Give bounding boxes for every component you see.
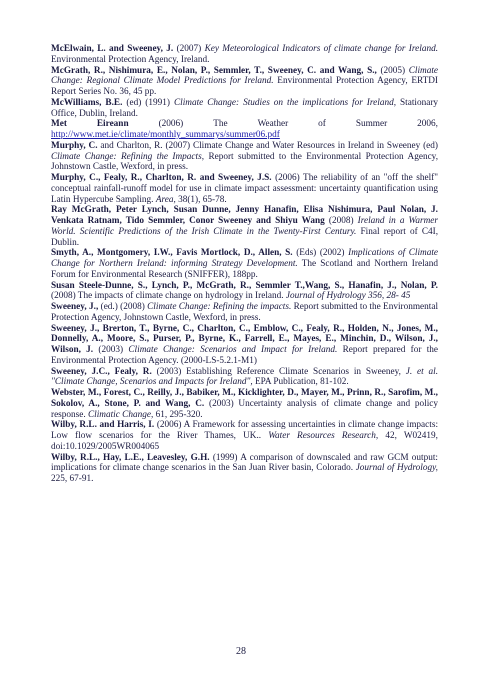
reference-authors: Webster, M., Forest, C., Reilly, J., Babiker, M., Kicklighter, D., Mayer, M., Prinn, R., Sarofim, M., Sokolov, A., Stone, P. and Wang, C. [51,388,438,409]
reference-authors: McElwain, L. and Sweeney, J. [51,44,174,54]
reference-year: (2008) The impacts of climate change on hydrology in Ireland. [51,291,284,302]
reference-year: (2007) [176,44,202,54]
page-number: 28 [236,646,246,657]
reference-header-line [51,119,438,130]
reference-authors: McWilliams, B.E. [51,97,123,108]
reference-link[interactable]: http://www.met.ie/climate/monthly_summarys/summer06.pdf [51,130,280,140]
reference-word: Met [51,119,67,130]
reference-title: Climate Change: Studies on the implications for Ireland, [173,97,397,108]
reference-item [51,453,438,485]
reference-item [51,281,438,303]
reference-year: (2005) [380,65,406,76]
reference-authors: Murphy, C. [51,140,98,151]
reference-authors: McGrath, R., Nishimura, E., Nolan, P., Semmler, T., Sweeney, C. and Wang, S., [51,65,377,76]
reference-title: Key Meteorological Indicators of climate change for Ireland. [204,44,439,54]
reference-details: Report prepared for the Environmental Protection Agency. (2000-LS-5.2.1-M1) [51,345,439,366]
reference-details: Report submitted to the Environmental Protection Agency, Johnstown Castle, Wexford, in press. [51,151,439,173]
reference-details: 38(1), 65-78. [178,194,227,205]
reference-item [51,119,438,141]
reference-title: Climate Change: Scenarios and Impact for Ireland. [128,345,338,355]
reference-authors: Smyth, A., Montgomery, I.W., Favis Mortlock, D., Allen, S. [51,248,293,259]
reference-details: Stationary Office, Dublin, Ireland. [51,97,439,119]
reference-authors: Wilby, R.L. and Harris, I. [51,420,155,431]
reference-item [51,388,438,420]
reference-item [51,324,438,367]
reference-year: (2008) [328,216,354,226]
reference-item [51,44,438,66]
reference-word: The [213,119,228,130]
reference-item [51,173,438,205]
reference-list [51,44,438,485]
reference-title: Climatic Change, [88,409,154,420]
reference-title: Journal of Hydrology 356, 28- 45 [285,291,411,302]
reference-word: Eireann [96,119,129,130]
reference-word: Weather [257,119,289,130]
reference-authors: Sweeney, J., [51,302,99,312]
reference-title: Area, [155,194,176,205]
reference-year: (ed) (1991) [126,97,170,108]
reference-word: of [318,119,326,130]
reference-details: Report submitted to the Environmental Protection Agency, Johnstown Castle, Wexford, in press. [51,302,439,323]
reference-word: (2006) [158,119,184,130]
reference-authors: Sweeney, J.C., Fealy, R. [51,366,152,377]
reference-title: J. et al. "Climate Change, Scenarios and Impacts for Ireland", [51,366,439,388]
reference-details: 42, W02419, doi:10.1029/2005WR004065 [51,431,438,452]
reference-details: (2006) The reliability of an "off the shelf" conceptual rainfall-runoff model for use in climate impact assessment: uncertainty quantification using Latin Hypercube Sampling. [51,173,438,205]
reference-title: Journal of Hydrology, [355,463,438,474]
reference-year: (2003) [98,345,124,355]
reference-word: Summer [355,119,388,130]
reference-title: Climate Change: Regional Climate Model Predictions for Ireland. [51,65,438,87]
reference-item [51,248,438,280]
reference-details: 225, 67-91. [51,474,94,484]
reference-year: (2003) Uncertainty analysis of climate change and policy response. [51,398,439,420]
reference-authors: Ray McGrath, Peter Lynch, Susan Dunne, Jenny Hanafin, Elisa Nishimura, Paul Nolan, J. Venkata Ratnam, Tido Semmler, Conor Sweeney and Shiyu Wang [51,205,438,226]
reference-details: Environmental Protection Agency, Ireland. [51,54,210,65]
reference-item [51,420,438,452]
reference-authors: Susan Steele-Dunne, S., Lynch, P., McGrath, R., Semmler T.,Wang, S., Hanafin, J., Nolan, P. [51,280,438,291]
reference-authors: Wilby, R.L., Hay, L.E., Leavesley, G.H. [51,452,210,463]
reference-item [51,367,438,389]
reference-item [51,302,438,324]
reference-title: Climate Change: Refining the impacts. [147,302,292,312]
reference-title: Climate Change: Refining the Impacts, [51,151,205,162]
reference-word: 2006, [417,119,438,130]
reference-year: (Eds) (2002) [296,248,345,259]
reference-authors: Murphy, C., Fealy, R., Charlton, R. and Sweeney, J.S. [51,173,272,183]
reference-title: Implications of Climate Change for Northern Ireland: informing Strategy Development. [51,248,439,269]
reference-item [51,66,438,98]
reference-details: The Scotland and Northern Ireland Forum for Environmental Research (SNIFFER), 188pp. [51,259,438,280]
reference-year: (1999) A comparison of downscaled and raw GCM output: implications for climate change scenarios in the San Juan River basin, Colorado. [51,452,438,474]
reference-authors: Sweeney, J., Brerton, T., Byrne, C., Charlton, C., Emblow, C., Fealy, R., Holden, N., Jones, M., Donnelly, A., Moore, S., Purser, P., Byrne, K., Farrell, E., Mayes, E., Minchin, D., Wilson, J., Wilson, J. [51,323,438,355]
reference-details: 61, 295-320. [155,409,203,420]
reference-item [51,98,438,120]
reference-details: Environmental Protection Agency, ERTDI Report Series No. 36, 45 pp. [51,76,438,97]
reference-title: Water Resources Research, [268,431,379,441]
reference-year: (2003) Establishing Reference Climate Scenarios in Sweeney, [156,366,401,377]
reference-year: (ed.) (2008) [100,302,145,312]
reference-details: Final report of C4I, Dublin. [51,226,439,248]
reference-details: and Charlton, R. (2007) Climate Change and Water Resources in Ireland in Sweeney (ed) [100,140,438,151]
reference-title: Ireland in a Warmer World. Scientific Predictions of the Irish Climate in the Twenty-First Century. [51,216,439,237]
reference-item [51,141,438,173]
reference-item [51,205,438,248]
reference-year: (2006) A Framework for assessing uncertainties in climate change impacts: Low flow scenarios for the River Thames, UK.. [51,420,439,441]
reference-details: EPA Publication, 81-102. [254,377,349,388]
